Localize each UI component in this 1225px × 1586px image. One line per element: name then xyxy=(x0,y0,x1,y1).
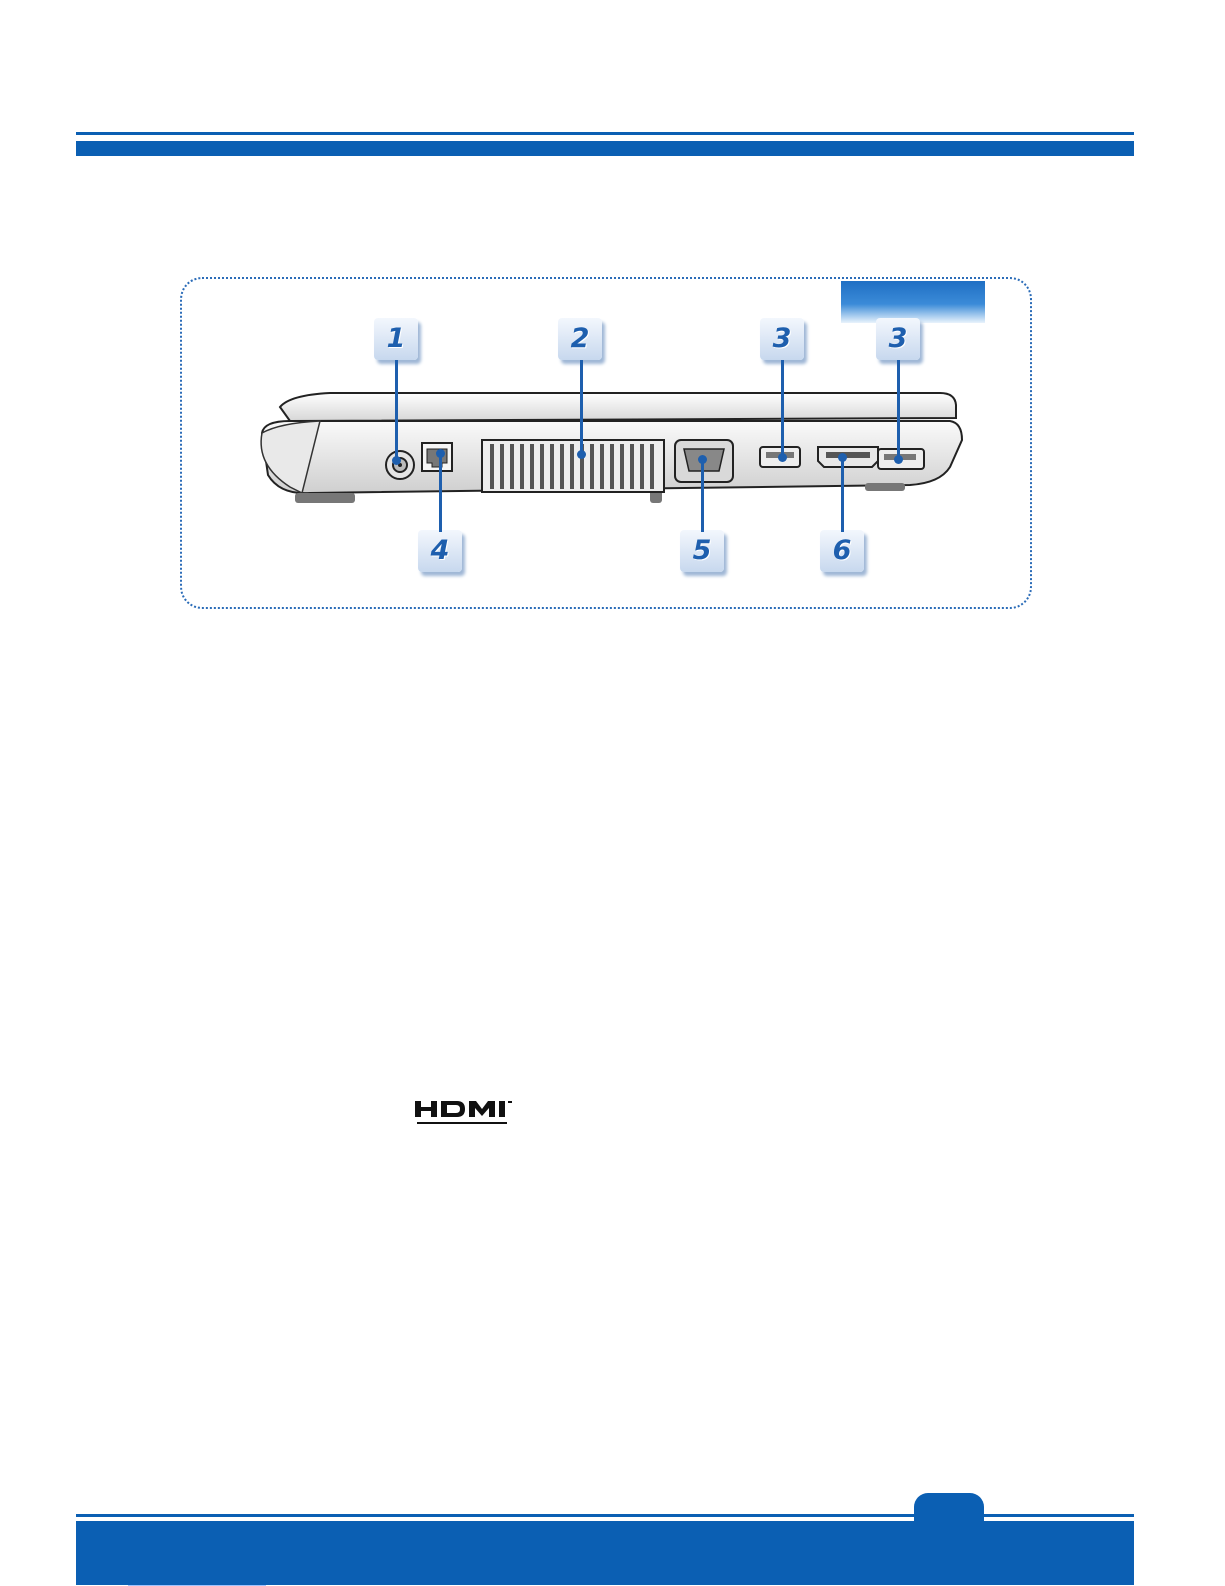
laptop-side-illustration xyxy=(250,385,965,520)
leader-dot-6 xyxy=(838,453,847,462)
callout-6-badge: 6 xyxy=(820,530,864,572)
vent-grille-icon xyxy=(482,440,664,492)
leader-line-3 xyxy=(781,360,784,456)
leader-dot-4 xyxy=(436,449,445,458)
callout-3-badge: 3 xyxy=(760,318,804,360)
leader-dot-2 xyxy=(577,450,586,459)
leader-line-4 xyxy=(439,452,442,532)
callout-5-badge: 5 xyxy=(680,530,724,572)
header-rule-thin xyxy=(76,132,1134,135)
leader-line-2 xyxy=(580,360,583,452)
leader-line-5 xyxy=(701,458,704,532)
callout-2-badge: 2 xyxy=(558,318,602,360)
power-jack-icon xyxy=(386,451,414,479)
leader-dot-1 xyxy=(392,456,401,465)
callout-1-badge: 1 xyxy=(374,318,418,360)
hdmi-port-icon xyxy=(818,447,878,467)
header-rule-thick xyxy=(76,141,1134,156)
leader-line-1 xyxy=(395,360,398,460)
callout-4-badge: 4 xyxy=(418,530,462,572)
leader-line-3b xyxy=(897,360,900,458)
side-view-tab xyxy=(841,281,985,323)
leader-dot-5 xyxy=(698,455,707,464)
callout-3-badge-2: 3 xyxy=(876,318,920,360)
footer-link-underline[interactable] xyxy=(128,1570,266,1586)
leader-line-6 xyxy=(841,456,844,532)
page-number-tab xyxy=(914,1493,984,1533)
leader-dot-3 xyxy=(778,453,787,462)
leader-dot-3b xyxy=(894,455,903,464)
hdmi-logo xyxy=(413,1098,529,1130)
